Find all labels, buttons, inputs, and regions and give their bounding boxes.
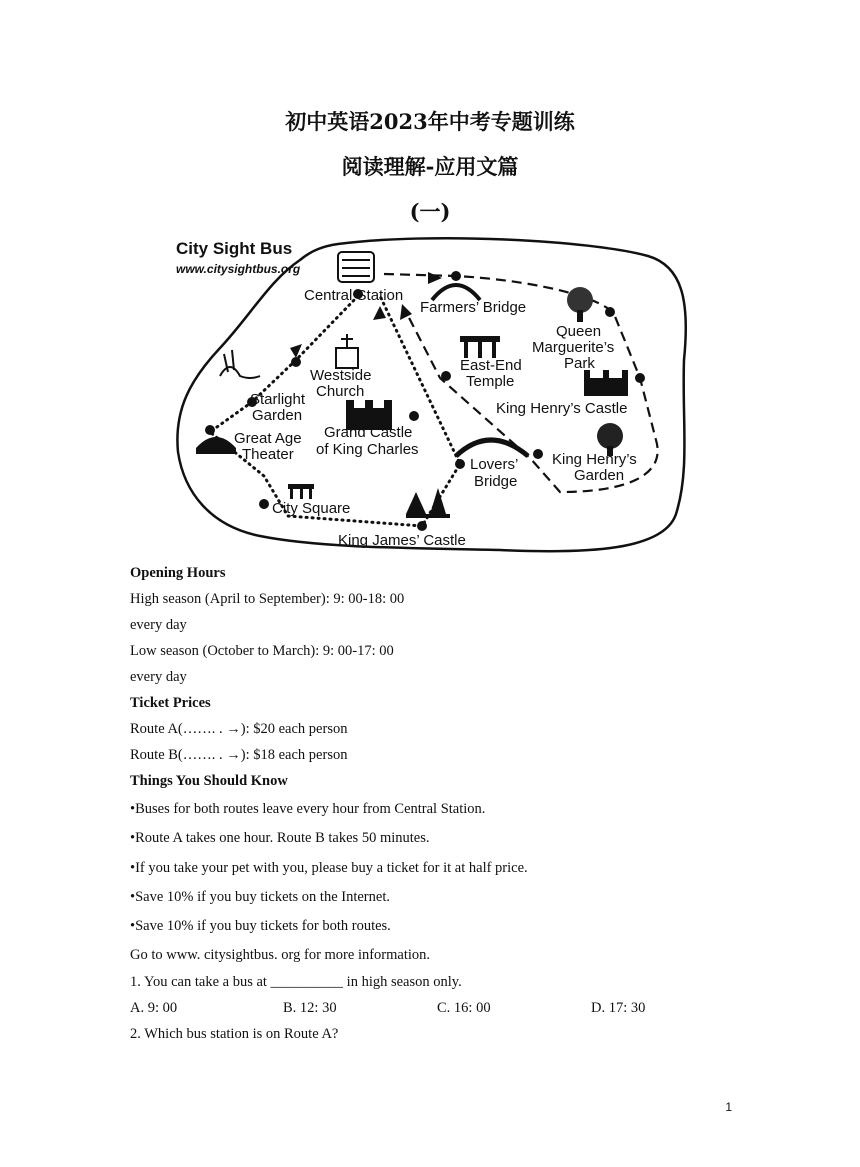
label-farmers-bridge: Farmers’ Bridge bbox=[420, 299, 527, 316]
stop-dot-westside bbox=[291, 357, 301, 367]
city-square-icon bbox=[288, 484, 314, 499]
map-url: www.citysightbus.org bbox=[176, 262, 301, 276]
label-queen-1: Queen bbox=[556, 323, 602, 340]
q1-option-d: D. 17: 30 bbox=[591, 1000, 646, 1016]
label-king-james: King James’ Castle bbox=[338, 532, 466, 549]
route-b-arrow bbox=[428, 272, 442, 284]
label-queen-2: Marguerite’s bbox=[532, 339, 615, 356]
stop-dot-farmers bbox=[451, 271, 461, 281]
bullet-item: •Save 10% if you buy tickets for both routes. bbox=[130, 918, 391, 934]
page-number: 1 bbox=[725, 1100, 732, 1114]
document-title: 初中英语2023年中考专题训练 bbox=[285, 109, 575, 134]
bullet-item: •Buses for both routes leave every hour from Central Station. bbox=[130, 801, 486, 817]
label-starlight-2: Garden bbox=[252, 407, 303, 424]
route-a-price: Route A(……. . →): $20 each person bbox=[130, 721, 348, 737]
farmers-bridge-icon bbox=[432, 285, 480, 300]
label-east-end-2: Temple bbox=[466, 373, 515, 390]
tree-icon bbox=[567, 287, 593, 322]
label-lovers-2: Bridge bbox=[474, 473, 518, 490]
label-henry-garden-1: King Henry’s bbox=[552, 451, 637, 468]
bullet-item: •Save 10% if you buy tickets on the Internet. bbox=[130, 889, 390, 905]
station-building-icon bbox=[338, 252, 374, 282]
label-central-station: Central Station bbox=[304, 287, 404, 304]
label-east-end-1: East-End bbox=[460, 357, 522, 374]
theater-icon bbox=[196, 437, 236, 454]
q1-option-c: C. 16: 00 bbox=[437, 1000, 491, 1016]
stop-dot-henry-castle bbox=[635, 373, 645, 383]
label-king-henry-castle: King Henry’s Castle bbox=[496, 400, 628, 417]
swan-icon bbox=[220, 350, 260, 378]
high-season-hours: High season (April to September): 9: 00-18: 00 bbox=[130, 591, 405, 607]
label-starlight-1: Starlight bbox=[250, 391, 306, 408]
label-great-age-1: Great Age bbox=[234, 430, 302, 447]
stop-dot-henry-garden bbox=[533, 449, 543, 459]
label-westside-2: Church bbox=[316, 383, 365, 400]
map-brand: City Sight Bus bbox=[176, 239, 293, 258]
henry-castle-icon bbox=[584, 370, 628, 396]
stop-dot-great-age bbox=[205, 425, 215, 435]
stop-dot-east-end bbox=[441, 371, 451, 381]
city-sight-bus-map bbox=[170, 230, 690, 556]
low-season-hours: Low season (October to March): 9: 00-17: 00 bbox=[130, 643, 394, 659]
document-subtitle: 阅读理解-应用文篇 bbox=[341, 154, 519, 179]
stop-dot-queen bbox=[605, 307, 615, 317]
temple-icon bbox=[460, 336, 500, 358]
label-henry-garden-2: Garden bbox=[574, 467, 625, 484]
lovers-bridge-icon bbox=[456, 440, 528, 456]
stop-dot-city-square bbox=[259, 499, 269, 509]
ticket-prices-heading: Ticket Prices bbox=[130, 695, 211, 711]
label-great-age-2: Theater bbox=[242, 446, 294, 463]
q1-option-a: A. 9: 00 bbox=[130, 1000, 178, 1016]
label-city-square: City Square bbox=[272, 500, 351, 517]
label-westside-1: Westside bbox=[310, 367, 372, 384]
stop-dot-grand-castle bbox=[409, 411, 419, 421]
route-b-price: Route B(……. . →): $18 each person bbox=[130, 747, 348, 763]
q1-option-b: B. 12: 30 bbox=[283, 1000, 337, 1016]
stop-dot-king-james bbox=[417, 521, 427, 531]
label-queen-3: Park bbox=[564, 355, 595, 372]
stop-dot-lovers bbox=[455, 459, 465, 469]
every-day-2: every day bbox=[130, 669, 187, 685]
opening-hours-heading: Opening Hours bbox=[130, 565, 226, 581]
label-lovers-1: Lovers’ bbox=[470, 456, 519, 473]
question-1: 1. You can take a bus at __________ in high season only. bbox=[130, 974, 462, 990]
every-day-1: every day bbox=[130, 617, 187, 633]
question-2: 2. Which bus station is on Route A? bbox=[130, 1026, 339, 1042]
route-a-arrow bbox=[373, 306, 386, 320]
section-number: (一) bbox=[409, 199, 451, 224]
route-a-path bbox=[210, 296, 460, 526]
label-grand-castle-1: Grand Castle bbox=[324, 424, 413, 441]
route-b-arrow-2 bbox=[400, 304, 412, 320]
things-to-know-heading: Things You Should Know bbox=[130, 773, 288, 789]
bullet-item: •If you take your pet with you, please buy a ticket for it at half price. bbox=[130, 860, 528, 876]
church-icon bbox=[336, 334, 358, 368]
bullet-item: •Route A takes one hour. Route B takes 50 minutes. bbox=[130, 830, 430, 846]
label-grand-castle-2: of King Charles bbox=[316, 441, 419, 458]
more-info-line: Go to www. citysightbus. org for more information. bbox=[130, 947, 431, 963]
